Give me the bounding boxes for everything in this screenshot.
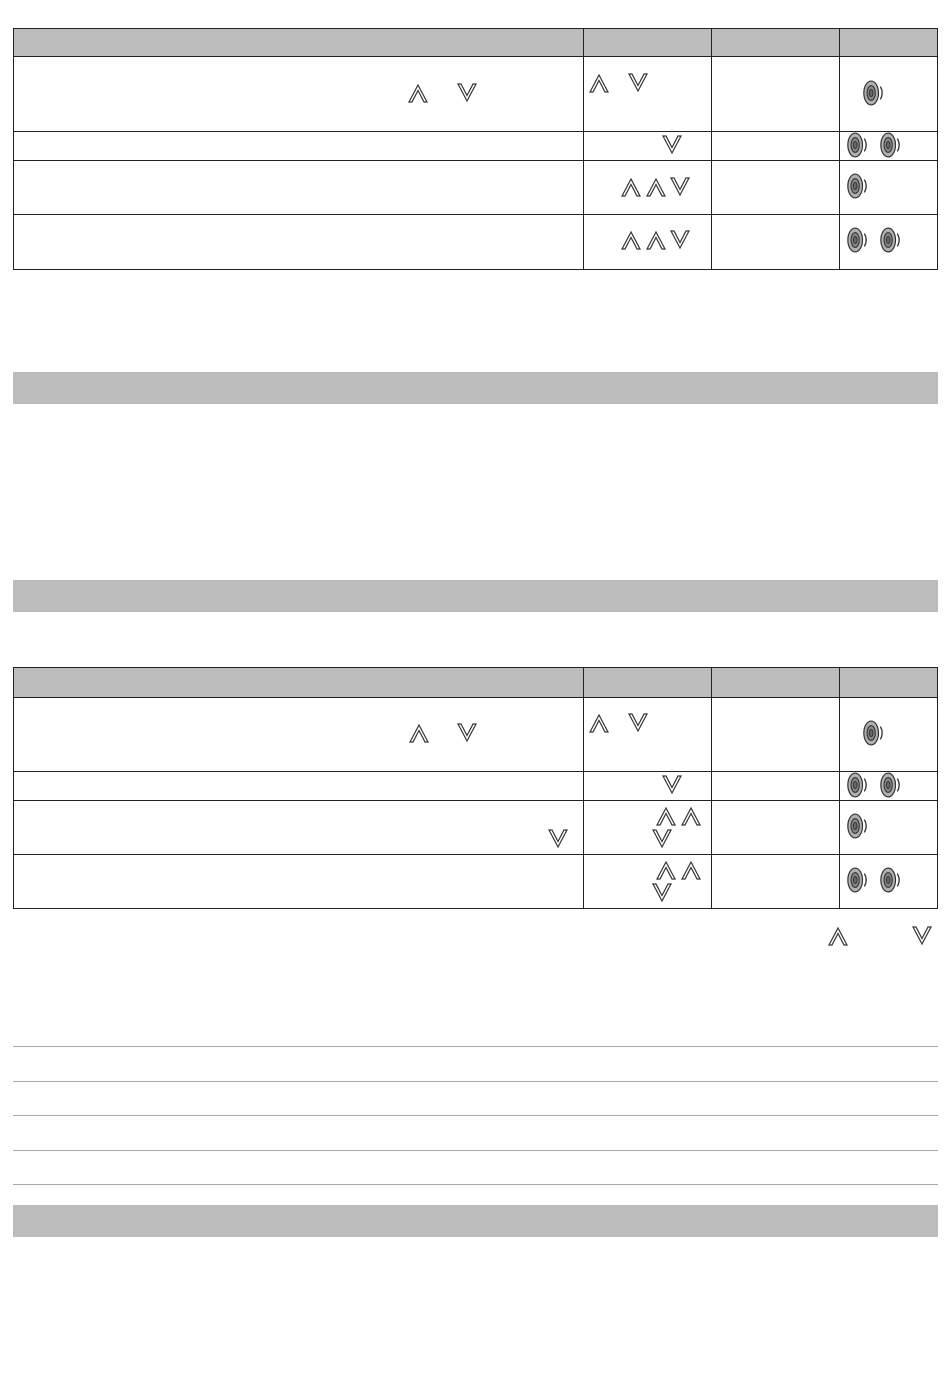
beep-speaker-icon [846,172,868,200]
table-1-grid [13,28,938,270]
beep-speaker-icon [846,131,868,159]
divider-line [13,1115,938,1116]
table-2 [13,667,938,909]
down-arrow-icon [547,828,569,850]
beep-speaker-icon [879,771,901,799]
section-header-band-1 [13,372,938,404]
divider-line [13,1184,938,1185]
beep-speaker-icon [862,719,884,747]
table-1 [13,28,938,270]
down-arrow-icon [661,774,683,796]
divider-line [13,1150,938,1151]
beep-speaker-icon [879,131,901,159]
beep-speaker-icon [846,812,868,840]
up-arrow-icon [655,859,677,881]
up-arrow-icon [620,229,642,251]
down-arrow-icon [651,882,673,904]
divider-line [13,1081,938,1082]
down-arrow-icon [627,72,649,94]
down-arrow-icon [651,828,673,850]
down-arrow-icon [456,82,478,104]
section-header-band-2 [13,580,938,612]
beep-speaker-icon [846,866,868,894]
up-arrow-icon [407,82,429,104]
up-arrow-icon [680,859,702,881]
up-arrow-icon [645,176,667,198]
down-arrow-icon [669,229,691,251]
table-2-grid [13,667,938,909]
beep-speaker-icon [879,226,901,254]
down-arrow-icon [911,925,933,947]
beep-speaker-icon [862,79,884,107]
down-arrow-icon [456,722,478,744]
up-arrow-icon [620,176,642,198]
up-arrow-icon [655,805,677,827]
down-arrow-icon [661,134,683,156]
up-arrow-icon [588,712,610,734]
section-header-band-3 [13,1205,938,1237]
down-arrow-icon [627,712,649,734]
divider-line [13,1046,938,1047]
beep-speaker-icon [879,866,901,894]
beep-speaker-icon [846,226,868,254]
up-arrow-icon [588,72,610,94]
down-arrow-icon [669,176,691,198]
up-arrow-icon [408,722,430,744]
up-arrow-icon [680,805,702,827]
up-arrow-icon [827,925,849,947]
beep-speaker-icon [846,771,868,799]
up-arrow-icon [645,229,667,251]
